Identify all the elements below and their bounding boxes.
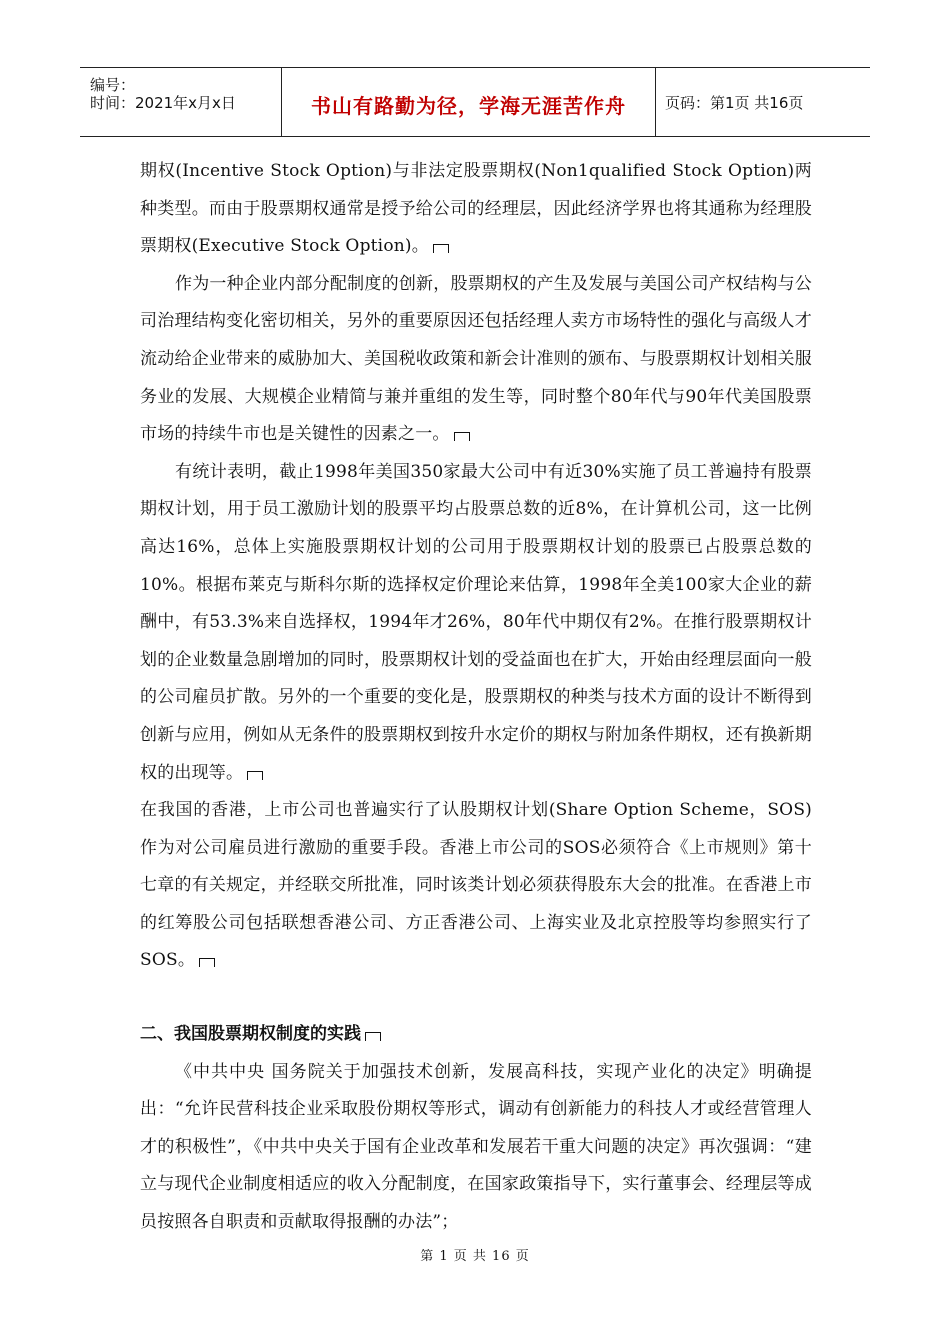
paragraph xyxy=(140,266,812,454)
paragraph xyxy=(140,454,812,792)
header-page-number: 页码：第1页 共16页 xyxy=(665,94,804,112)
paragraph xyxy=(140,1054,812,1242)
paragraph-mark-icon xyxy=(199,958,215,967)
paragraph-mark-icon xyxy=(454,432,470,441)
section-heading-text: 二、我国股票期权制度的实践 xyxy=(140,1024,361,1045)
document-date-label: 时间：2021年x月x日 xyxy=(90,94,236,112)
paragraph-mark-icon xyxy=(433,244,449,253)
header-motto-cell xyxy=(282,68,656,136)
section-heading xyxy=(140,1016,812,1054)
document-number-label: 编号： xyxy=(90,76,136,94)
document-header xyxy=(80,67,870,137)
page-footer: 第 1 页 共 16 页 xyxy=(420,1249,530,1264)
paragraph-text: 有统计表明，截止1998年美国350家最大公司中有近30%实施了员工普遍持有股票期权计划，用于员工激励计划的股票平均占股票总数的近8%，在计算机公司，这一比例高达16%，总体上实施股票期权计划的公司用于股票期权计划的股票已占股票总数的10%。根据布莱克与斯科尔斯的选择权定价理论来估算，1998年全美100家大企业的薪酬中，有53.3%来自选择权，1994年才26%，80年代中期仅有2%。在推行股票期权计划的企业数量急剧增加的同时，股票期权计划的受益面也在扩大，开始由经理层面向一般的公司雇员扩散。另外的一个重要的变化是，股票期权的种类与技术方面的设计不断得到创新与应用，例如从无条件的股票期权到按升水定价的期权与附加条件期权，还有换新期权的出现等。 xyxy=(140,461,812,783)
paragraph-text: 作为一种企业内部分配制度的创新，股票期权的产生及发展与美国公司产权结构与公司治理结构变化密切相关，另外的重要原因还包括经理人卖方市场特性的强化与高级人才流动给企业带来的威胁加大、美国税收政策和新会计准则的颁布、与股票期权计划相关服务业的发展、大规模企业精简与兼并重组的发生等，同时整个80年代与90年代美国股票市场的持续牛市也是关键性的因素之一。 xyxy=(140,273,812,445)
header-meta-cell xyxy=(80,68,282,136)
document-body xyxy=(140,153,812,1242)
paragraph-text: 在我国的香港，上市公司也普遍实行了认股期权计划(Share Option Scheme，SOS)作为对公司雇员进行激励的重要手段。香港上市公司的SOS必须符合《上市规则》第十七章的有关规定，并经联交所批准，同时该类计划必须获得股东大会的批准。在香港上市的红筹股公司包括联想香港公司、方正香港公司、上海实业及北京控股等均参照实行了SOS。 xyxy=(140,800,812,971)
paragraph-text: 《中共中央 国务院关于加强技术创新，发展高科技，实现产业化的决定》明确提出：“允许民营科技企业采取股份期权等形式，调动有创新能力的科技人才或经营管理人才的积极性”，《中共中央关于国有企业改革和发展若干重大问题的决定》再次强调：“建立与现代企业制度相适应的收入分配制度，在国家政策指导下，实行董事会、经理层等成员按照各自职责和贡献取得报酬的办法”； xyxy=(140,1061,812,1233)
paragraph xyxy=(140,153,812,266)
paragraph-mark-icon xyxy=(247,771,263,780)
paragraph xyxy=(140,792,812,980)
header-page-cell xyxy=(656,68,870,136)
header-motto: 书山有路勤为径，学海无涯苦作舟 xyxy=(311,94,626,118)
paragraph-text: 期权(Incentive Stock Option)与非法定股票期权(Non1qualified Stock Option)两种类型。而由于股票期权通常是授予给公司的经理层，因此经济学界也将其通称为经理股票期权(Executive Stock Option)。 xyxy=(140,161,812,257)
paragraph-mark-icon xyxy=(365,1032,381,1041)
